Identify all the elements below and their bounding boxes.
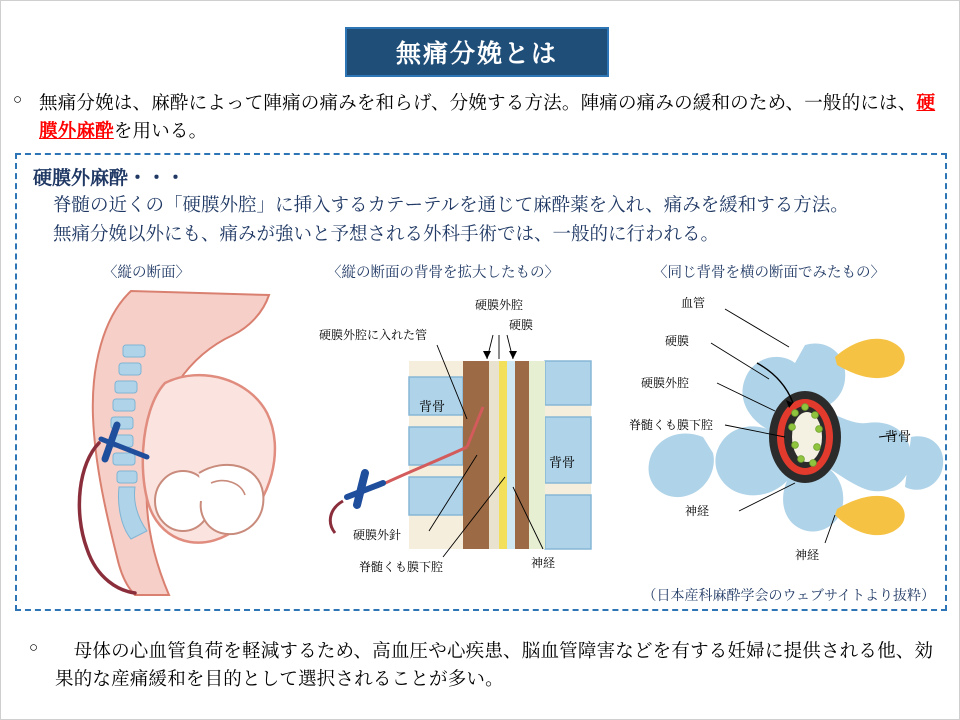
bullet-1-pre: 無痛分娩は、麻酔によって陣痛の痛みを和らげ、分娩する方法。陣痛の痛みの緩和のため、一般的には、	[39, 92, 917, 113]
fig3-label-vessel: 血管	[681, 296, 706, 310]
fig2-label-needle: 硬膜外針	[353, 528, 402, 542]
panel-heading: 硬膜外麻酔・・・	[33, 168, 186, 189]
bullet-marker: ○	[13, 91, 23, 108]
fig3-label-nerve-left: 神経	[685, 504, 710, 518]
keyword-epidural-anesthesia: 硬膜外麻酔	[39, 92, 936, 142]
fig2-label-nerve: 神経	[531, 556, 556, 570]
panel-body-line-2: 無痛分娩以外にも、痛みが強いと予想される外科手術では、一般的に行われる。	[53, 222, 720, 244]
fig1-caption: 〈縦の断面〉	[103, 265, 190, 281]
fig2-label-dura: 硬膜	[509, 318, 534, 332]
fig2-label-subarachnoid: 脊髄くも膜下腔	[359, 560, 444, 574]
page-title	[345, 27, 609, 77]
figure-sagittal-body	[73, 287, 303, 599]
figure-spine-cross-section	[629, 287, 949, 599]
bullet-1-post: を用いる。	[113, 120, 208, 142]
page-title-text: 無痛分娩とは	[395, 40, 558, 68]
panel-body-line-1: 脊髄の近くの「硬膜外腔」に挿入するカテーテルを通じて麻酔薬を入れ、痛みを緩和する方法。	[53, 194, 849, 215]
bullet-text-1	[39, 89, 953, 145]
bullet-item-1	[13, 89, 953, 145]
panel-body	[53, 191, 933, 248]
source-note: （日本産科麻酔学会のウェブサイトより抜粋）	[642, 587, 935, 603]
figure-group	[17, 261, 949, 613]
fig2-label-vertebra-right: 背骨	[549, 455, 576, 470]
fig3-label-dura: 硬膜	[665, 334, 690, 348]
bullet-item-2	[29, 637, 949, 693]
fig2-label-catheter: 硬膜外腔に入れた管	[319, 328, 428, 342]
fig3-label-nerve-right: 神経	[795, 548, 820, 562]
bullet-text-2: 母体の心血管負荷を軽減するため、高血圧や心疾患、脳血管障害などを有する妊婦に提供される他、効果的な産痛緩和を目的として選択されることが多い。	[55, 640, 934, 690]
fig2-label-epidural-space: 硬膜外腔	[475, 298, 524, 312]
fig2-caption: 〈縦の断面の背骨を拡大したもの〉	[327, 265, 559, 281]
fig3-label-subarachnoid: 脊髄くも膜下腔	[629, 418, 714, 432]
epidural-explanation-panel	[15, 153, 947, 611]
bullet-marker: ○	[29, 639, 39, 656]
fig2-label-vertebra-left: 背骨	[419, 399, 446, 414]
fig3-caption: 〈同じ背骨を横の断面でみたもの〉	[653, 265, 885, 281]
fig3-label-epidural-space: 硬膜外腔	[641, 376, 690, 390]
figure-spine-enlarged	[317, 287, 617, 599]
fig3-label-vertebra: 背骨	[885, 429, 912, 444]
